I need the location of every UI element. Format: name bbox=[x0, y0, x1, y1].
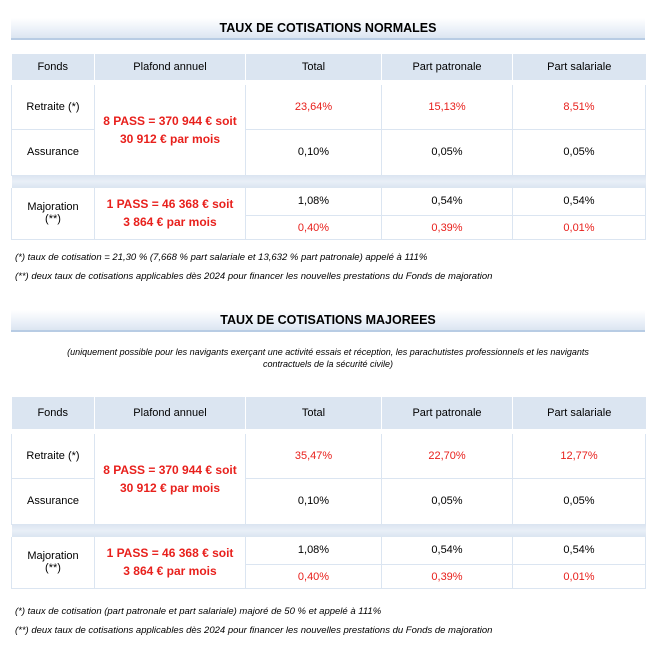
majoration-patronale-2: 0,39% bbox=[382, 565, 513, 589]
assurance-total: 0,10% bbox=[246, 478, 382, 524]
row-label-retraite: Retraite (*) bbox=[12, 85, 95, 129]
header-fonds: Fonds bbox=[12, 54, 95, 80]
table-header-row bbox=[12, 54, 646, 80]
row-label-assurance: Assurance bbox=[12, 129, 95, 175]
header-patronale: Part patronale bbox=[382, 397, 513, 429]
section-title-majorees: TAUX DE COTISATIONS MAJOREES bbox=[11, 310, 645, 332]
section-title-normales: TAUX DE COTISATIONS NORMALES bbox=[11, 18, 645, 40]
table-row-majoration-1 bbox=[12, 537, 646, 565]
footnote-1: (*) taux de cotisation (part patronale et part salariale) majoré de 50 % et appelé à 111% bbox=[15, 606, 382, 617]
footnote-2: (**) deux taux de cotisations applicables dès 2024 pour financer les nouvelles prestations du Fonds de majoration bbox=[15, 625, 493, 636]
majoration-plafond-cell bbox=[95, 537, 246, 589]
majoration-plafond-1: 1 PASS = 46 368 € soit bbox=[106, 197, 234, 212]
plafond-cell bbox=[95, 85, 246, 175]
assurance-salariale: 0,05% bbox=[513, 129, 646, 175]
majoration-plafond-cell bbox=[95, 188, 246, 240]
retraite-total: 23,64% bbox=[246, 85, 382, 129]
majoration-patronale-2: 0,39% bbox=[382, 216, 513, 240]
header-plafond: Plafond annuel bbox=[95, 54, 246, 80]
majoration-label: Majoration bbox=[27, 550, 79, 563]
plafond-line-1: 8 PASS = 370 944 € soit bbox=[103, 462, 237, 477]
assurance-total: 0,10% bbox=[246, 129, 382, 175]
majoration-salariale-1: 0,54% bbox=[513, 537, 646, 565]
assurance-patronale: 0,05% bbox=[382, 478, 513, 524]
retraite-total: 35,47% bbox=[246, 434, 382, 478]
plafond-line-2: 30 912 € par mois bbox=[119, 480, 221, 495]
majoration-label: Majoration bbox=[27, 201, 79, 214]
assurance-salariale: 0,05% bbox=[513, 478, 646, 524]
plafond-line-1: 8 PASS = 370 944 € soit bbox=[103, 113, 237, 128]
retraite-patronale: 22,70% bbox=[382, 434, 513, 478]
table-row-retraite bbox=[12, 85, 646, 129]
row-label-retraite: Retraite (*) bbox=[12, 434, 95, 478]
majoration-total-2: 0,40% bbox=[246, 565, 382, 589]
footnote-2: (**) deux taux de cotisations applicables dès 2024 pour financer les nouvelles prestations du Fonds de majoration bbox=[15, 271, 493, 282]
table-normales bbox=[11, 54, 646, 240]
majoration-salariale-2: 0,01% bbox=[513, 565, 646, 589]
subtitle-line-1: (uniquement possible pour les navigants exerçant une activité essais et réception, les parachutistes professionnels et les navigants bbox=[67, 347, 589, 357]
majoration-patronale-1: 0,54% bbox=[382, 537, 513, 565]
header-total: Total bbox=[246, 397, 382, 429]
header-patronale: Part patronale bbox=[382, 54, 513, 80]
plafond-line-2: 30 912 € par mois bbox=[119, 131, 221, 146]
assurance-patronale: 0,05% bbox=[382, 129, 513, 175]
row-label-majoration bbox=[12, 188, 95, 240]
retraite-salariale: 8,51% bbox=[513, 85, 646, 129]
majoration-total-1: 1,08% bbox=[246, 188, 382, 216]
majoration-note-marker: (**) bbox=[45, 562, 61, 575]
majoration-total-2: 0,40% bbox=[246, 216, 382, 240]
subtitle-line-2: contractuels de la sécurité civile) bbox=[262, 359, 394, 369]
row-label-assurance: Assurance bbox=[12, 478, 95, 524]
majoration-plafond-1: 1 PASS = 46 368 € soit bbox=[106, 546, 234, 561]
retraite-salariale: 12,77% bbox=[513, 434, 646, 478]
header-salariale: Part salariale bbox=[513, 54, 646, 80]
majoration-plafond-2: 3 864 € par mois bbox=[123, 215, 217, 230]
table-header-row bbox=[12, 397, 646, 429]
majoration-patronale-1: 0,54% bbox=[382, 188, 513, 216]
majoration-note-marker: (**) bbox=[45, 213, 61, 226]
table-row-majoration-1 bbox=[12, 188, 646, 216]
majoration-plafond-2: 3 864 € par mois bbox=[123, 564, 217, 579]
row-label-majoration bbox=[12, 537, 95, 589]
table-majorees bbox=[11, 397, 646, 589]
table-row-retraite bbox=[12, 434, 646, 478]
retraite-patronale: 15,13% bbox=[382, 85, 513, 129]
header-plafond: Plafond annuel bbox=[95, 397, 246, 429]
majorees-subtitle bbox=[11, 346, 645, 370]
header-total: Total bbox=[246, 54, 382, 80]
majoration-salariale-2: 0,01% bbox=[513, 216, 646, 240]
majoration-salariale-1: 0,54% bbox=[513, 188, 646, 216]
header-fonds: Fonds bbox=[12, 397, 95, 429]
plafond-cell bbox=[95, 434, 246, 524]
header-salariale: Part salariale bbox=[513, 397, 646, 429]
footnote-1: (*) taux de cotisation = 21,30 % (7,668 % part salariale et 13,632 % part patronale) appelé à 111% bbox=[15, 252, 428, 263]
majoration-total-1: 1,08% bbox=[246, 537, 382, 565]
